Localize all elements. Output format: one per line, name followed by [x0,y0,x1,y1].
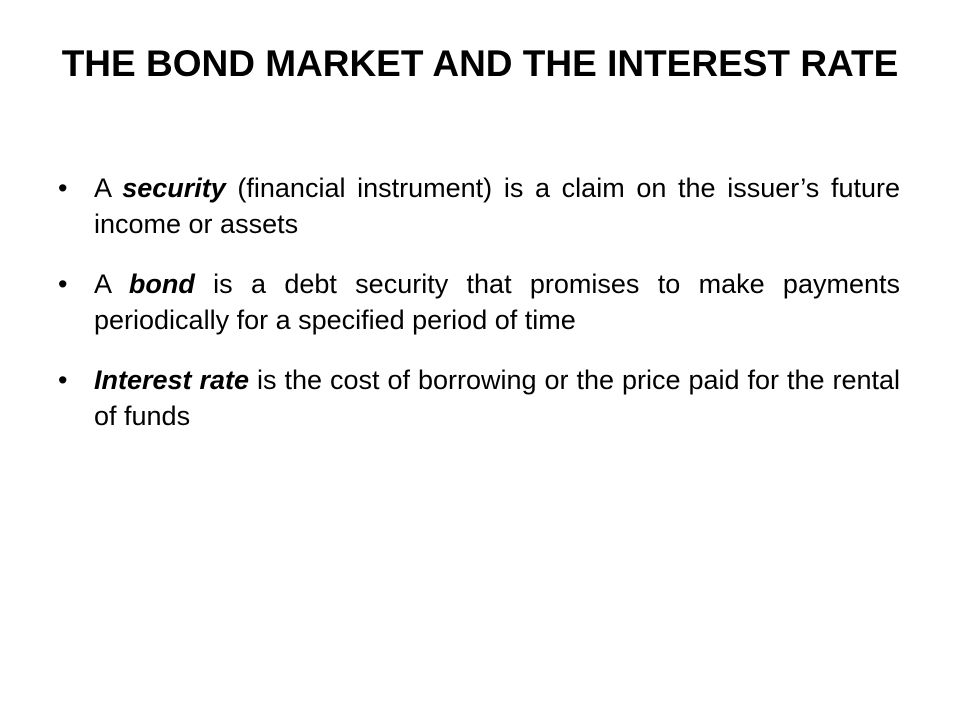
bullet-list [58,170,900,458]
slide-title: THE BOND MARKET AND THE INTEREST RATE [61,43,899,84]
bullet-term: Interest rate [94,365,250,395]
bullet-prefix: A [94,269,129,299]
bullet-item-bond [58,266,900,338]
bullet-icon: • [58,269,68,299]
bullet-text: is the cost of borrowing or the price paid for the rental of funds [94,365,900,431]
bullet-item-interest-rate [58,362,900,434]
bullet-term: bond [128,269,195,299]
bullet-text: (financial instrument) is a claim on the issuer’s future income or assets [94,173,900,239]
bullet-text: is a debt security that promises to make payments periodically for a specified period of time [94,269,900,335]
bullet-term: security [122,173,226,203]
bullet-icon: • [58,365,68,395]
bullet-item-security [58,170,900,242]
bullet-prefix: A [94,173,123,203]
bullet-icon: • [58,173,68,203]
